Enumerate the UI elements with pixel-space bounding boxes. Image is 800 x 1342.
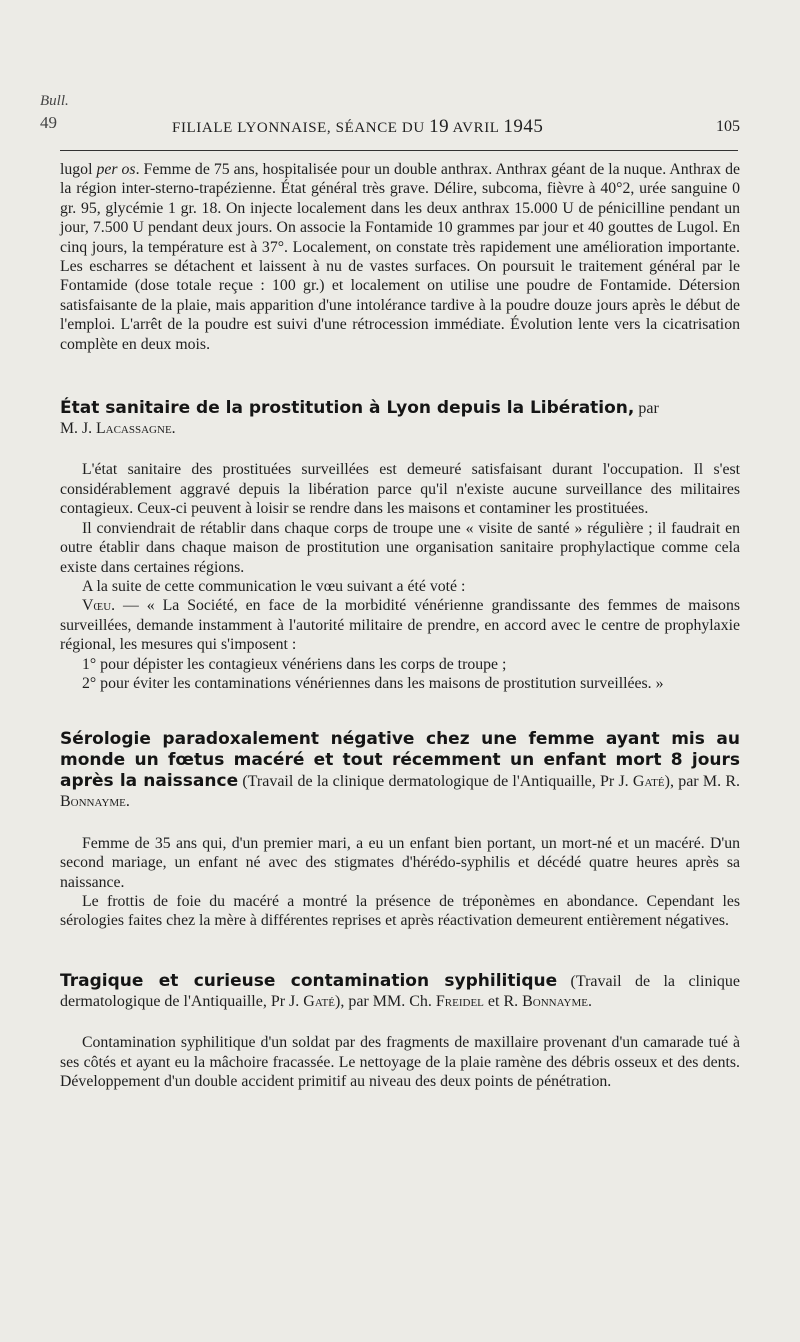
margin-label: Bull. xyxy=(40,93,69,109)
running-header xyxy=(172,116,742,138)
voeu-text: . — « La Société, en face de la morbidité vénérienne grandissante des femmes de maisons surveillées, demande instamment à l'autorité militaire de prendre, en accord avec le centre de prophylaxie régional, les mesures qui s'imposent : xyxy=(60,597,740,654)
section2-author-suffix: . xyxy=(125,793,130,811)
section1-heading xyxy=(60,398,740,419)
section2-title: Sérologie paradoxalement négative chez une femme ayant mis au monde un fœtus macéré et tout récemment un enfant mort 8 jours après la naissance xyxy=(60,729,740,792)
section1-author: Lacassagne xyxy=(96,420,172,438)
intro-text-italic: per os xyxy=(96,161,136,178)
section1-voeu xyxy=(60,596,740,654)
intro-text-c: . Femme de 75 ans, hospitalisée pour un double anthrax. Anthrax géant de la nuque. Anthrax de la région inter-sterno-trapézienne. État général très grave. Délire, subcoma, fièvre à 40°2, urée sanguine 0 gr. 95, glycémie 1 gr. 18. On injecte localement dans les deux anthrax 15.000 U de pénicilline pendant un jour, 7.500 U pendant deux jours. On associe la Fontamide 10 grammes par jour et 40 gouttes de Lugol. En cinq jours, la température est à 37°. Localement, on constate très rapidement une amélioration importante. Les escharres se détachent et laissent à nu de vastes surfaces. On poursuit le traitement général par le Fontamide (dose totale reçue : 100 gr.) et localement on utilise une poudre de Fontamide. Détersion satisfaisante de la plaie, mais apparition d'une intolérance tardive à la poudre douze jours après le début de l'emploi. L'arrêt de la poudre est suivi d'une rétrocession immédiate. Évolution lente vers la cicatrisation complète en deux mois. xyxy=(60,161,740,353)
margin-annotation xyxy=(40,92,69,132)
header-date-month: AVRIL xyxy=(452,120,500,136)
section1-paragraph-2: Il conviendrait de rétablir dans chaque corps de troupe une « visite de santé » régulière ; il faudrait en outre établir dans chaque maison de prostitution une organisation sanitaire prophylactique comme cela existe dans certaines régions. xyxy=(60,519,740,576)
section2-author: Bonnayme xyxy=(60,793,126,811)
section2-paragraph-1: Femme de 35 ans qui, d'un premier mari, a eu un enfant bien portant, un mort-né et un macéré. D'un second mariage, un enfant né avec des stigmates d'hérédo-syphilis et décédé quatre heures après sa naissance. xyxy=(60,834,740,891)
section1-title: État sanitaire de la prostitution à Lyon depuis la Libération, xyxy=(60,398,635,419)
section3-title: Tragique et curieuse contamination syphilitique xyxy=(60,970,558,991)
section3-title-rest: (Travail de la clinique dermatologique de l'Antiquaille, Pr J. xyxy=(60,972,740,1010)
margin-number: 49 xyxy=(40,113,57,132)
section3-heading xyxy=(60,971,740,1011)
section1-byline xyxy=(60,419,740,438)
section2-paragraph-2: Le frottis de foie du macéré a montré la présence de tréponèmes en abondance. Cependant les sérologies faites chez la mère à différentes reprises et après réactivation demeurent entièrement négatives. xyxy=(60,892,740,930)
section3-paragraph-1: Contamination syphilitique d'un soldat par des fragments de maxillaire provenant d'un camarade tué à ses côtés et ayant eu la mâchoire fracassée. Le nettoyage de la plaie ramène des débris osseux et des dents. Développement d'un double accident primitif au niveau des deux points de pénétration. xyxy=(60,1034,740,1090)
section1-item-2: 2° pour éviter les contaminations vénériennes dans les maisons de prostitution surveillées. » xyxy=(82,674,664,692)
section1-author-prefix: M. J. xyxy=(60,420,96,438)
header-date-year: 1945 xyxy=(503,116,544,137)
running-title: FILIALE LYONNAISE, SÉANCE DU xyxy=(172,120,425,136)
section3-by: ), par MM. Ch. xyxy=(335,992,436,1010)
section2-title-rest: (Travail de la clinique dermatologique de l'Antiquaille, Pr J. xyxy=(238,773,633,791)
section3-gate: Gaté xyxy=(303,992,335,1010)
section1-author-suffix: . xyxy=(171,420,176,438)
page-body xyxy=(60,160,740,1091)
page-number: 105 xyxy=(716,118,740,135)
header-rule xyxy=(60,150,738,151)
section3-author-1: Freidel xyxy=(435,992,484,1010)
section3-author-2: Bonnayme xyxy=(522,992,588,1010)
section1-title-rest: par xyxy=(634,400,659,418)
section2-gate: Gaté xyxy=(632,773,665,791)
voeu-label: Vœu xyxy=(82,597,112,615)
section1-paragraph-1: L'état sanitaire des prostituées surveillées est demeuré satisfaisant durant l'occupation. Il s'est considérablement aggravé depuis la libération parce qu'il n'existe aucune surveillance des militaires contagieux. Ceux-ci peuvent à loisir se rendre dans les maisons et contaminer les prostituées. xyxy=(60,461,740,518)
section2-by: ), par M. R. xyxy=(664,773,740,791)
section2-heading xyxy=(60,729,740,811)
header-date-day: 19 xyxy=(429,116,450,137)
section3-author-suffix: . xyxy=(588,992,592,1010)
intro-paragraph xyxy=(60,160,740,354)
intro-text-a: lugol xyxy=(60,161,93,178)
section3-and: et R. xyxy=(483,992,523,1010)
section1-paragraph-3: A la suite de cette communication le vœu suivant a été voté : xyxy=(82,577,466,595)
section1-item-1: 1° pour dépister les contagieux vénériens dans les corps de troupe ; xyxy=(82,655,507,673)
